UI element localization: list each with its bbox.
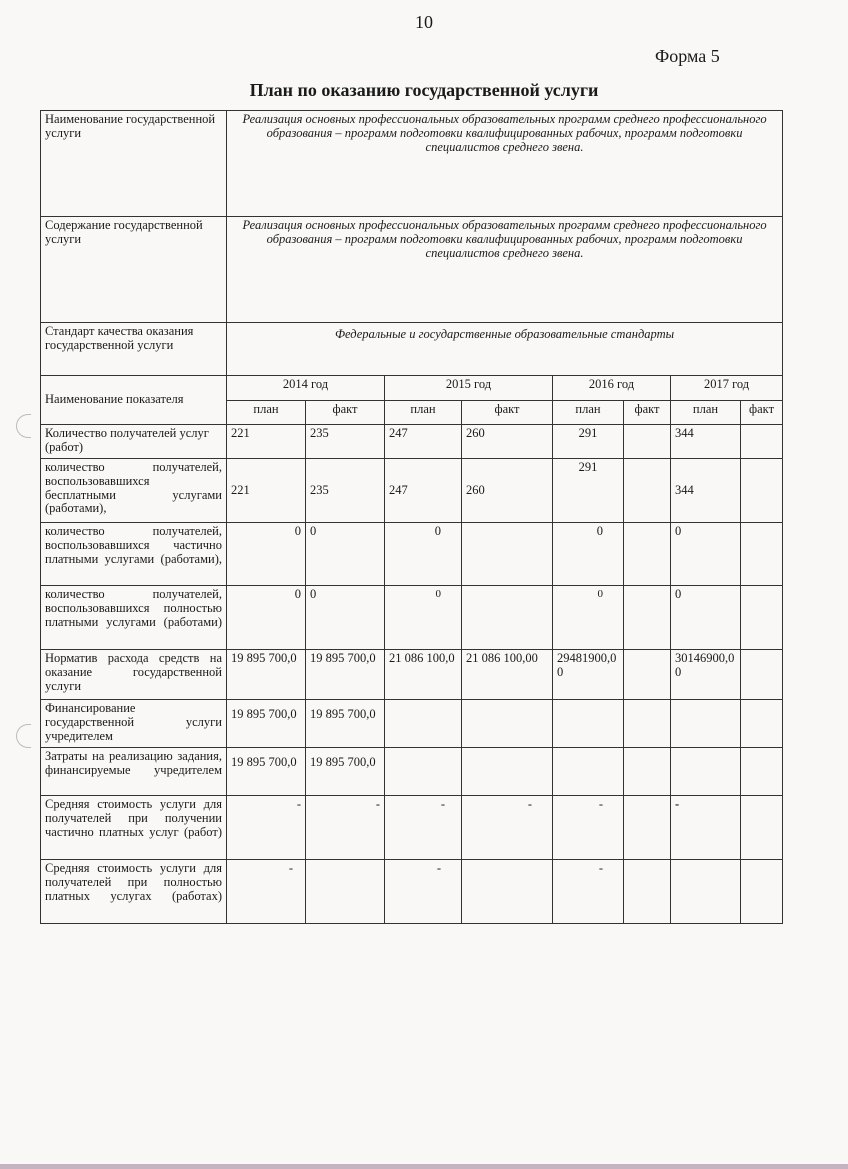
value-cell — [385, 700, 462, 748]
value-cell — [741, 425, 783, 459]
value-cell — [741, 796, 783, 860]
quality-standard-value: Федеральные и государственные образовательные стандарты — [227, 323, 783, 376]
value-cell: - — [306, 796, 385, 860]
fact-header: факт — [624, 401, 671, 425]
form-label: Форма 5 — [655, 46, 720, 66]
plan-header: план — [671, 401, 741, 425]
value-cell: 291 — [553, 459, 624, 523]
value-cell: 0 — [306, 523, 385, 586]
value-cell: 29481900,00 — [553, 650, 624, 700]
value-cell — [624, 586, 671, 650]
value-cell — [741, 650, 783, 700]
value-cell — [462, 700, 553, 748]
value-cell: 0 — [553, 523, 624, 586]
value-cell — [671, 860, 741, 924]
value-cell: 0 — [385, 523, 462, 586]
value-cell: - — [671, 796, 741, 860]
value-cell: - — [385, 796, 462, 860]
service-content-label: Содержание государственной услуги — [41, 217, 227, 323]
table-row — [41, 796, 783, 860]
value-cell: 19 895 700,0 — [306, 650, 385, 700]
indicator-name: количество получателей, воспользовавшихся бесплатными услугами (работами), — [41, 459, 227, 523]
value-cell — [385, 748, 462, 796]
fact-header: факт — [306, 401, 385, 425]
value-cell: 247 — [385, 459, 462, 523]
value-cell: 344 — [671, 459, 741, 523]
value-cell — [624, 425, 671, 459]
value-cell — [624, 650, 671, 700]
value-cell — [671, 748, 741, 796]
value-cell — [624, 523, 671, 586]
plan-header: план — [227, 401, 306, 425]
table-row — [41, 523, 783, 586]
value-cell: 260 — [462, 425, 553, 459]
indicator-name: Средняя стоимость услуги для получателей при полностью платных услугах (работах) — [41, 860, 227, 924]
value-cell — [741, 523, 783, 586]
page-number: 10 — [415, 12, 433, 32]
value-cell: 0 — [385, 586, 462, 650]
service-name-value: Реализация основных профессиональных образовательных программ среднего профессионального образования – программ подготовки квалифицированных рабочих, программ подготовки специалистов среднего звена. — [227, 111, 783, 217]
value-cell — [624, 700, 671, 748]
indicator-name: Затраты на реализацию задания, финансируемые учредителем — [41, 748, 227, 796]
plan-header: план — [553, 401, 624, 425]
value-cell — [624, 796, 671, 860]
quality-standard-row — [41, 323, 783, 376]
scan-edge-strip — [0, 1164, 848, 1169]
value-cell: 235 — [306, 459, 385, 523]
value-cell: 19 895 700,0 — [227, 650, 306, 700]
indicator-header: Наименование показателя — [41, 376, 227, 425]
page-title: План по оказанию государственной услуги — [249, 80, 599, 100]
value-cell: 291 — [553, 425, 624, 459]
value-cell: - — [553, 796, 624, 860]
table-row — [41, 748, 783, 796]
value-cell: 0 — [306, 586, 385, 650]
value-cell: 30146900,00 — [671, 650, 741, 700]
value-cell — [741, 860, 783, 924]
value-cell: - — [462, 796, 553, 860]
value-cell — [553, 748, 624, 796]
value-cell — [741, 748, 783, 796]
value-cell: 0 — [671, 523, 741, 586]
fact-header: факт — [462, 401, 553, 425]
service-content-row — [41, 217, 783, 323]
table-row — [41, 650, 783, 700]
table-row — [41, 700, 783, 748]
indicator-name: Норматив расхода средств на оказание государственной услуги — [41, 650, 227, 700]
service-content-value: Реализация основных профессиональных образовательных программ среднего профессионального образования – программ подготовки квалифицированных рабочих, программ подготовки специалистов среднего звена. — [227, 217, 783, 323]
value-cell — [462, 748, 553, 796]
binder-hole-mark — [16, 414, 31, 438]
value-cell — [624, 860, 671, 924]
plan-header: план — [385, 401, 462, 425]
value-cell: 19 895 700,0 — [227, 748, 306, 796]
value-cell — [553, 700, 624, 748]
value-cell: 21 086 100,00 — [462, 650, 553, 700]
value-cell — [462, 523, 553, 586]
value-cell: 260 — [462, 459, 553, 523]
value-cell: 221 — [227, 425, 306, 459]
year-header-row — [41, 376, 783, 401]
value-cell — [462, 586, 553, 650]
fact-header: факт — [741, 401, 783, 425]
year-2016: 2016 год — [553, 376, 671, 401]
value-cell: 21 086 100,0 — [385, 650, 462, 700]
value-cell — [741, 459, 783, 523]
indicator-name: количество получателей, воспользовавшихся частично платными услугами (работами), — [41, 523, 227, 586]
value-cell: 19 895 700,0 — [306, 700, 385, 748]
service-name-label: Наименование государственной услуги — [41, 111, 227, 217]
value-cell — [671, 700, 741, 748]
value-cell: 344 — [671, 425, 741, 459]
table-row — [41, 425, 783, 459]
service-plan-table — [40, 110, 783, 924]
year-2017: 2017 год — [671, 376, 783, 401]
value-cell: - — [385, 860, 462, 924]
value-cell: - — [227, 796, 306, 860]
indicator-name: Финансирование государственной услуги учредителем — [41, 700, 227, 748]
value-cell: 221 — [227, 459, 306, 523]
value-cell: 19 895 700,0 — [227, 700, 306, 748]
indicator-name: Средняя стоимость услуги для получателей при получении частично платных услуг (работ) — [41, 796, 227, 860]
value-cell — [741, 700, 783, 748]
indicator-name: количество получателей, воспользовавшихся полностью платными услугами (работами) — [41, 586, 227, 650]
value-cell — [462, 860, 553, 924]
value-cell: - — [227, 860, 306, 924]
value-cell: 235 — [306, 425, 385, 459]
table-row — [41, 459, 783, 523]
value-cell: 19 895 700,0 — [306, 748, 385, 796]
year-2014: 2014 год — [227, 376, 385, 401]
indicator-name: Количество получателей услуг (работ) — [41, 425, 227, 459]
value-cell — [306, 860, 385, 924]
quality-standard-label: Стандарт качества оказания государственной услуги — [41, 323, 227, 376]
value-cell: 0 — [553, 586, 624, 650]
value-cell — [741, 586, 783, 650]
table-row — [41, 860, 783, 924]
value-cell — [624, 459, 671, 523]
value-cell: 0 — [227, 523, 306, 586]
table-row — [41, 586, 783, 650]
value-cell — [624, 748, 671, 796]
value-cell: 247 — [385, 425, 462, 459]
value-cell: - — [553, 860, 624, 924]
value-cell: 0 — [671, 586, 741, 650]
value-cell: 0 — [227, 586, 306, 650]
service-name-row — [41, 111, 783, 217]
binder-hole-mark — [16, 724, 31, 748]
year-2015: 2015 год — [385, 376, 553, 401]
